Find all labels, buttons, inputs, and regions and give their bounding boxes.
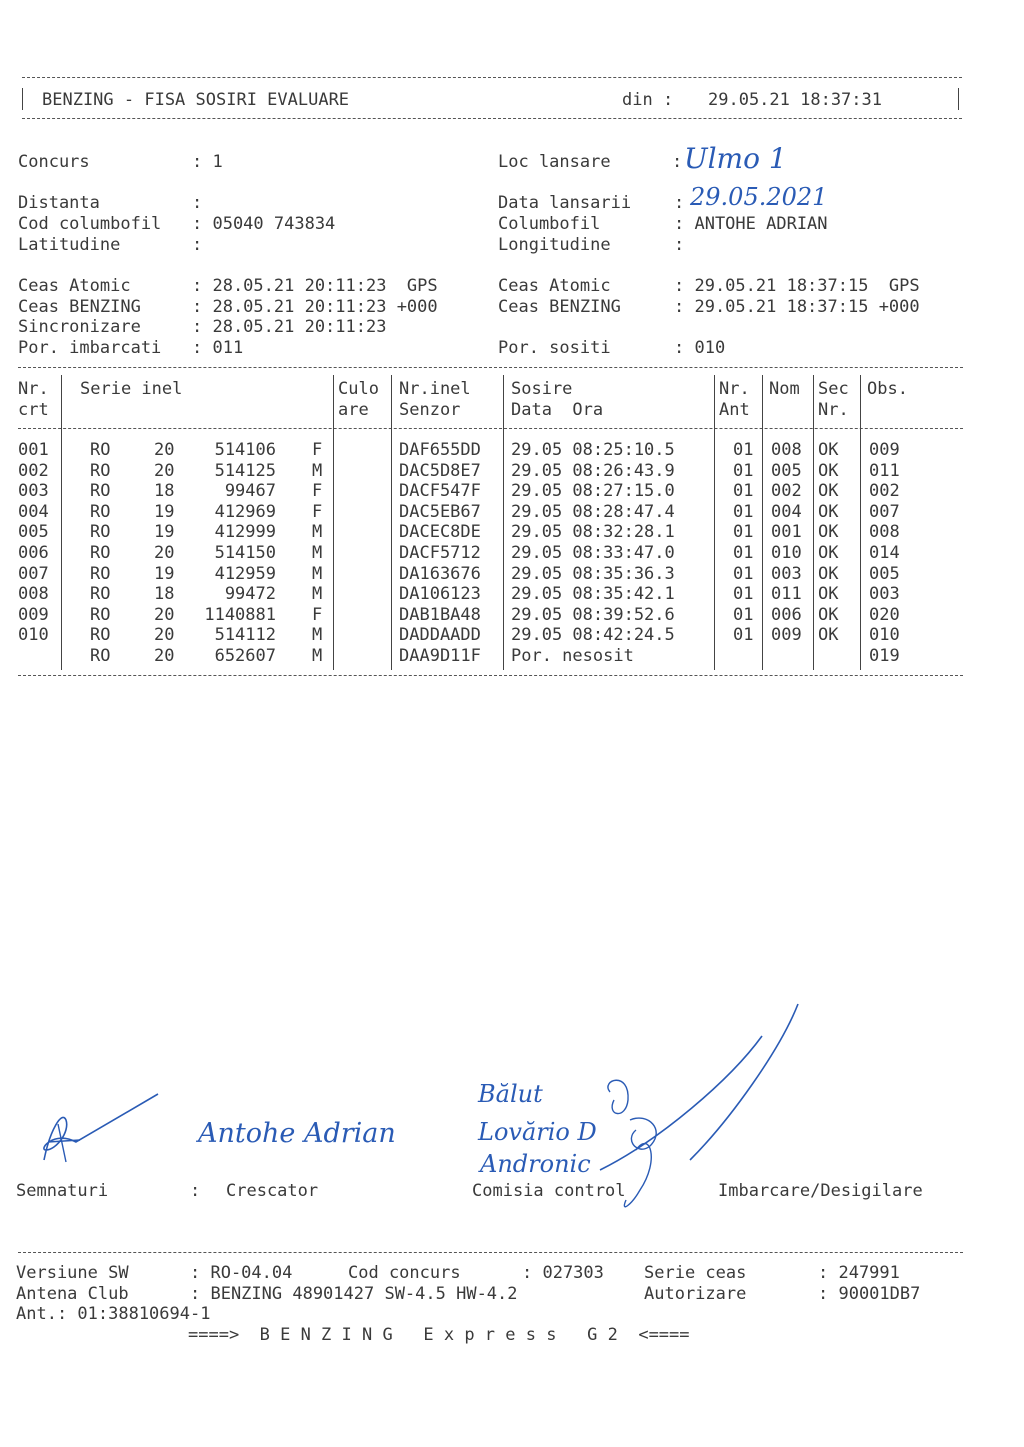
comisia-signature-2: Lovărio D: [478, 1118, 597, 1146]
distanta-label: Distanta: [18, 193, 100, 213]
loc-lansare-colon: :: [672, 152, 683, 172]
ceas-atomic-end-label: Ceas Atomic: [498, 276, 611, 296]
antena-id: Ant.: 01:38810694-1: [16, 1304, 211, 1324]
print-date-label: din :: [622, 90, 674, 110]
cell-obs: 002: [869, 481, 900, 502]
cell-tara: RO: [90, 604, 111, 625]
cell-obs: 020: [869, 604, 900, 625]
cell-sec: OK: [818, 522, 839, 543]
cell-crt: 001: [18, 440, 49, 460]
cell-nr: 412999: [214, 522, 276, 543]
header-sec: Sec: [818, 379, 849, 399]
cell-crt: 007: [18, 563, 49, 584]
header-right-border: [958, 88, 959, 110]
cell-obs: 003: [869, 584, 900, 605]
cell-nom: 009: [771, 625, 802, 646]
cell-sec: OK: [818, 584, 839, 605]
cell-sex: F: [312, 501, 323, 522]
cell-tara: RO: [90, 646, 111, 666]
header-serie-inel: Serie inel: [80, 379, 183, 399]
cell-sec: OK: [818, 625, 839, 646]
cell-obs: 008: [869, 522, 900, 543]
cell-obs: 007: [869, 501, 900, 522]
col-divider-sec: [860, 375, 861, 670]
ceas-benzing-end-label: Ceas BENZING: [498, 297, 621, 317]
cell-sec: OK: [818, 481, 839, 502]
cell-an: 20: [154, 543, 175, 563]
cell-senzor: DA106123: [399, 584, 481, 605]
cell-obs: 010: [869, 625, 900, 646]
serie-ceas-label: Serie ceas: [644, 1263, 747, 1283]
cell-sosire: 29.05 08:39:52.6: [511, 604, 675, 625]
semnaturi-scribble-icon: [36, 1090, 166, 1170]
cell-tara: RO: [90, 522, 111, 543]
cod-columbofil-label: Cod columbofil: [18, 214, 162, 234]
cell-tara: RO: [90, 501, 111, 522]
cell-an: 20: [154, 440, 175, 460]
col-divider-serie: [333, 375, 334, 670]
porumbei-imbarcati-label: Por. imbarcati: [18, 338, 162, 358]
header-sosire: Sosire: [511, 379, 573, 399]
autorizare-value: : 90001DB7: [818, 1284, 921, 1304]
header-left-border: [22, 88, 23, 110]
cell-senzor: DACF547F: [399, 481, 481, 502]
porumbei-sositi-value: : 010: [674, 338, 726, 358]
document-title: BENZING - FISA SOSIRI EVALUARE: [42, 90, 350, 110]
cell-ant: 01: [733, 522, 754, 543]
ceas-benzing-start-value: : 28.05.21 20:11:23 +000: [192, 297, 438, 317]
cell-an: 20: [154, 604, 175, 625]
versiune-sw-value: : RO-04.04: [190, 1263, 293, 1283]
cell-crt: 006: [18, 543, 49, 563]
cod-concurs-label: Cod concurs: [348, 1263, 461, 1283]
cell-obs: 014: [869, 543, 900, 563]
cell-nr: 514150: [214, 543, 276, 563]
cell-ant: 01: [733, 481, 754, 502]
longitudine-label: Longitudine: [498, 235, 611, 255]
cell-nom: 003: [771, 563, 802, 584]
cell-obs: 009: [869, 440, 900, 460]
print-date-value: 29.05.21 18:37:31: [708, 90, 882, 110]
col-divider-ant: [762, 375, 763, 670]
sincronizare-value: : 28.05.21 20:11:23: [192, 317, 387, 337]
cell-sex: M: [312, 584, 323, 605]
ceas-atomic-start-value: : 28.05.21 20:11:23 GPS: [192, 276, 438, 296]
cell-nr: 514125: [214, 460, 276, 481]
comisia-signature-1: Bălut: [478, 1080, 543, 1108]
cell-nom: 004: [771, 501, 802, 522]
cell-crt: 008: [18, 584, 49, 605]
cell-nr: 99467: [224, 481, 276, 502]
data-lansarii-label: Data lansarii: [498, 193, 632, 213]
footer-rule: [18, 1252, 963, 1253]
table-header-rule: [18, 428, 963, 429]
data-lansarii-handwritten: 29.05.2021: [690, 183, 828, 211]
longitudine-value: :: [674, 235, 685, 255]
cell-sosire: 29.05 08:25:10.5: [511, 440, 675, 460]
col-divider-sosire: [714, 375, 715, 670]
comisia-control-label: Comisia control: [472, 1181, 626, 1201]
cell-an: 20: [154, 646, 175, 666]
cell-obs: 019: [869, 646, 900, 666]
header-data-ora: Data Ora: [511, 400, 604, 420]
header-senzor: Senzor: [399, 400, 461, 420]
brand-banner: ====> B E N Z I N G E x p r e s s G 2 <====: [188, 1325, 690, 1345]
cell-ant: 01: [733, 543, 754, 563]
cell-tara: RO: [90, 460, 111, 481]
cell-an: 20: [154, 460, 175, 481]
header-nr-ant: Nr.: [719, 379, 750, 399]
latitudine-label: Latitudine: [18, 235, 121, 255]
versiune-sw-label: Versiune SW: [16, 1263, 129, 1283]
cell-sosire: 29.05 08:42:24.5: [511, 625, 675, 646]
cell-tara: RO: [90, 563, 111, 584]
cell-sex: F: [312, 440, 323, 460]
cell-senzor: DAB1BA48: [399, 604, 481, 625]
header-ant: Ant: [719, 400, 750, 420]
cell-sosire: 29.05 08:26:43.9: [511, 460, 675, 481]
cell-crt: 009: [18, 604, 49, 625]
col-divider-culo: [391, 375, 392, 670]
cell-tara: RO: [90, 543, 111, 563]
cell-sec: OK: [818, 440, 839, 460]
cell-obs: 005: [869, 563, 900, 584]
cell-sosire: 29.05 08:27:15.0: [511, 481, 675, 502]
cell-an: 19: [154, 501, 175, 522]
header-nr: Nr.: [18, 379, 49, 399]
cell-nr: 99472: [224, 584, 276, 605]
semnaturi-label: Semnaturi: [16, 1181, 109, 1201]
cell-sex: M: [312, 625, 323, 646]
cell-ant: 01: [733, 604, 754, 625]
cell-sex: M: [312, 563, 323, 584]
cell-crt: 002: [18, 460, 49, 481]
cell-senzor: DA163676: [399, 563, 481, 584]
col-divider-senzor: [503, 375, 504, 670]
cell-sosire: 29.05 08:32:28.1: [511, 522, 675, 543]
cell-senzor: DADDAADD: [399, 625, 481, 646]
cell-sex: M: [312, 460, 323, 481]
header-nr-inel: Nr.inel: [399, 379, 471, 399]
ceas-benzing-end-value: : 29.05.21 18:37:15 +000: [674, 297, 920, 317]
cell-nom: 006: [771, 604, 802, 625]
cell-crt: 004: [18, 501, 49, 522]
antena-club-label: Antena Club: [16, 1284, 129, 1304]
cell-an: 18: [154, 481, 175, 502]
cell-sosire: 29.05 08:28:47.4: [511, 501, 675, 522]
cell-nr: 652607: [214, 646, 276, 666]
cell-senzor: DACEC8DE: [399, 522, 481, 543]
cell-sosire: 29.05 08:35:36.3: [511, 563, 675, 584]
cell-nom: 011: [771, 584, 802, 605]
cell-nom: 001: [771, 522, 802, 543]
cell-an: 18: [154, 584, 175, 605]
antena-club-value: : BENZING 48901427 SW-4.5 HW-4.2: [190, 1284, 518, 1304]
data-lansarii-colon: :: [674, 193, 685, 213]
cell-sex: M: [312, 543, 323, 563]
cell-ant: 01: [733, 563, 754, 584]
distanta-value: :: [192, 193, 203, 213]
comisia-signature-3: Andronic: [480, 1150, 591, 1178]
cell-sec: OK: [818, 604, 839, 625]
table-bottom-rule: [18, 675, 963, 676]
header-obs: Obs.: [867, 379, 908, 399]
cell-tara: RO: [90, 440, 111, 460]
cell-sex: M: [312, 522, 323, 543]
sincronizare-label: Sincronizare: [18, 317, 141, 337]
cell-an: 19: [154, 522, 175, 543]
cell-nr: 1140881: [204, 604, 276, 625]
loc-lansare-label: Loc lansare: [498, 152, 611, 172]
cell-sosire: 29.05 08:35:42.1: [511, 584, 675, 605]
cell-senzor: DAC5D8E7: [399, 460, 481, 481]
columbofil-label: Columbofil: [498, 214, 601, 234]
cell-nom: 005: [771, 460, 802, 481]
cell-nr: 514106: [214, 440, 276, 460]
autorizare-label: Autorizare: [644, 1284, 747, 1304]
header-sec-nr: Nr.: [818, 400, 849, 420]
porumbei-sositi-label: Por. sositi: [498, 338, 611, 358]
table-top-rule: [18, 367, 963, 368]
cell-sex: F: [312, 604, 323, 625]
columbofil-value: : ANTOHE ADRIAN: [674, 214, 828, 234]
latitudine-value: :: [192, 235, 203, 255]
crescator-label: Crescator: [226, 1181, 319, 1201]
cell-sex: F: [312, 481, 323, 502]
cod-columbofil-value: : 05040 743834: [192, 214, 336, 234]
cell-sec: OK: [818, 460, 839, 481]
cell-crt: 010: [18, 625, 49, 646]
cell-sec: OK: [818, 543, 839, 563]
cell-crt: 005: [18, 522, 49, 543]
cell-ant: 01: [733, 501, 754, 522]
cell-ant: 01: [733, 625, 754, 646]
cell-nr: 412959: [214, 563, 276, 584]
ceas-atomic-start-label: Ceas Atomic: [18, 276, 131, 296]
cell-sosire: Por. nesosit: [511, 646, 634, 666]
serie-ceas-value: : 247991: [818, 1263, 900, 1283]
cell-nr: 514112: [214, 625, 276, 646]
cell-obs: 011: [869, 460, 900, 481]
header-top-rule: [22, 77, 962, 78]
concurs-label: Concurs: [18, 152, 90, 172]
cell-tara: RO: [90, 481, 111, 502]
cell-crt: 003: [18, 481, 49, 502]
cell-senzor: DAC5EB67: [399, 501, 481, 522]
cell-sosire: 29.05 08:33:47.0: [511, 543, 675, 563]
cell-ant: 01: [733, 440, 754, 460]
semnaturi-colon: :: [190, 1181, 201, 1201]
ceas-atomic-end-value: : 29.05.21 18:37:15 GPS: [674, 276, 920, 296]
ceas-benzing-start-label: Ceas BENZING: [18, 297, 141, 317]
header-nom: Nom: [769, 379, 800, 399]
col-divider-crt: [61, 375, 62, 670]
header-crt: crt: [18, 400, 49, 420]
cell-senzor: DAA9D11F: [399, 646, 481, 666]
cell-nom: 010: [771, 543, 802, 563]
cell-tara: RO: [90, 625, 111, 646]
header-culo: Culo: [338, 379, 379, 399]
cell-an: 20: [154, 625, 175, 646]
imbarcare-desigilare-label: Imbarcare/Desigilare: [718, 1181, 923, 1201]
cell-sec: OK: [818, 563, 839, 584]
loc-lansare-handwritten: Ulmo 1: [684, 142, 787, 175]
crescator-signature: Antohe Adrian: [198, 1118, 396, 1149]
col-divider-nom: [813, 375, 814, 670]
cell-an: 19: [154, 563, 175, 584]
concurs-value: : 1: [192, 152, 223, 172]
cell-senzor: DACF5712: [399, 543, 481, 563]
cell-nom: 002: [771, 481, 802, 502]
cell-nom: 008: [771, 440, 802, 460]
header-bottom-rule: [22, 118, 962, 119]
cod-concurs-value: : 027303: [522, 1263, 604, 1283]
cell-ant: 01: [733, 460, 754, 481]
header-are: are: [338, 400, 369, 420]
cell-tara: RO: [90, 584, 111, 605]
cell-ant: 01: [733, 584, 754, 605]
cell-nr: 412969: [214, 501, 276, 522]
cell-sec: OK: [818, 501, 839, 522]
cell-sex: M: [312, 646, 323, 666]
cell-senzor: DAF655DD: [399, 440, 481, 460]
porumbei-imbarcati-value: : 011: [192, 338, 244, 358]
